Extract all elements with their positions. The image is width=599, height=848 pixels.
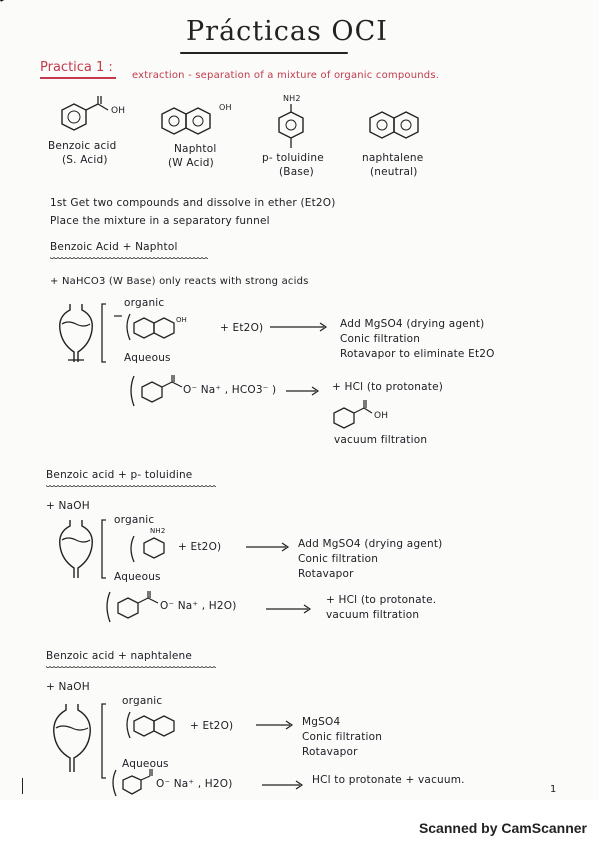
section-2-organic-step-3: Rotavapor	[298, 568, 354, 580]
section-3-organic-label: organic	[122, 695, 163, 707]
section-1-organic-mix: + Et2O)	[220, 322, 264, 334]
section-1-underline	[50, 256, 208, 260]
arrow-2b-icon	[266, 604, 314, 614]
scanner-watermark: Scanned by CamScanner	[418, 820, 587, 836]
compound-type-benzoic: (S. Acid)	[62, 154, 108, 166]
arrow-1a-icon	[270, 322, 330, 332]
section-2-organic-mix: + Et2O)	[178, 541, 222, 553]
section-3-naphtalene-mini	[124, 710, 186, 740]
benzoic-oh-label: OH	[111, 106, 126, 116]
title-underline	[180, 52, 348, 54]
arrow-2a-icon	[246, 542, 292, 552]
section-1-organic-step-3: Rotavapor to eliminate Et2O	[340, 348, 495, 360]
page-number: 1	[550, 784, 557, 795]
section-3-aqueous-step-1: HCl to protonate + vacuum.	[312, 774, 465, 786]
compound-name-benzoic: Benzoic acid	[48, 140, 117, 152]
compound-type-toluidine: (Base)	[279, 166, 314, 178]
compound-type-naphtalene: (neutral)	[370, 166, 418, 178]
page-title: Prácticas OCI	[186, 16, 388, 47]
arrow-1b-icon	[286, 386, 322, 396]
section-1-organic-step-1: Add MgSO4 (drying agent)	[340, 318, 485, 330]
section-1-aqueous-label: Aqueous	[124, 352, 171, 364]
section-1-title: Benzoic Acid + Naphtol	[50, 241, 178, 253]
section-1-aqueous-step-1: + HCl (to protonate)	[332, 381, 444, 393]
corner-mark	[0, 0, 24, 2]
benzoic-acid-structure	[58, 96, 130, 140]
section-2-reagent: + NaOH	[46, 500, 90, 512]
section-1-final-step: vacuum filtration	[334, 434, 428, 446]
section-2-title: Benzoic acid + p- toluidine	[46, 469, 193, 481]
section-3-organic-mix: + Et2O)	[190, 720, 234, 732]
compound-name-toluidine: p- toluidine	[262, 152, 324, 164]
section-1-organic-step-2: Conic filtration	[340, 333, 421, 345]
practica-heading: extraction - separation of a mixture of organic compounds.	[132, 70, 440, 81]
p-toluidine-structure	[276, 104, 306, 150]
section-1-reagent: + NaHCO3 (W Base) only reacts with strong acids	[50, 276, 309, 287]
compound-type-naphtol: (W Acid)	[168, 157, 214, 169]
section-2-organic-step-1: Add MgSO4 (drying agent)	[298, 538, 443, 550]
arrow-3a-icon	[256, 720, 296, 730]
section-3-organic-step-2: Conic filtration	[302, 731, 383, 743]
naphtalene-structure	[368, 108, 424, 142]
section-3-title: Benzoic acid + naphtalene	[46, 650, 192, 662]
section-2-aqueous-step-1: + HCl (to protonate.	[326, 594, 437, 606]
section-1-product-oh: OH	[374, 411, 389, 421]
arrow-3b-icon	[262, 780, 306, 790]
section-3-reagent: + NaOH	[46, 681, 90, 693]
margin-mark	[22, 778, 23, 794]
section-2-organic-label: organic	[114, 514, 155, 526]
section-2-nh2-label: NH2	[150, 527, 166, 535]
compound-name-naphtol: Naphtol	[174, 143, 217, 155]
intro-line-2: Place the mixture in a separatory funnel	[50, 215, 270, 227]
section-1-naphtol-mini	[124, 312, 220, 342]
practica-underline	[40, 77, 116, 79]
toluidine-nh2-label: NH2	[283, 94, 301, 103]
compound-name-naphtalene: naphtalene	[362, 152, 424, 164]
svg-text:OH: OH	[176, 316, 187, 324]
practica-label: Practica 1 :	[40, 60, 113, 75]
section-2-underline	[46, 484, 216, 488]
naphtol-structure	[160, 104, 220, 140]
section-2-toluidine-mini	[128, 534, 176, 564]
section-3-organic-step-3: Rotavapor	[302, 746, 358, 758]
section-2-organic-step-2: Conic filtration	[298, 553, 379, 565]
section-3-underline	[46, 665, 216, 669]
section-1-organic-label: organic	[124, 297, 165, 309]
section-1-aqueous-mix: O⁻ Na⁺ , HCO3⁻ )	[183, 384, 277, 396]
section-2-aqueous-step-2: vacuum filtration	[326, 609, 420, 621]
section-3-organic-step-1: MgSO4	[302, 716, 341, 728]
section-3-aqueous-label: Aqueous	[122, 758, 169, 770]
section-3-aqueous-mix: O⁻ Na⁺ , H2O)	[156, 778, 233, 790]
section-2-aqueous-mix: O⁻ Na⁺ , H2O)	[160, 600, 237, 612]
naphtol-oh-label: OH	[219, 103, 232, 112]
section-2-aqueous-label: Aqueous	[114, 571, 161, 583]
intro-line-1: 1st Get two compounds and dissolve in ether (Et2O)	[50, 197, 336, 209]
